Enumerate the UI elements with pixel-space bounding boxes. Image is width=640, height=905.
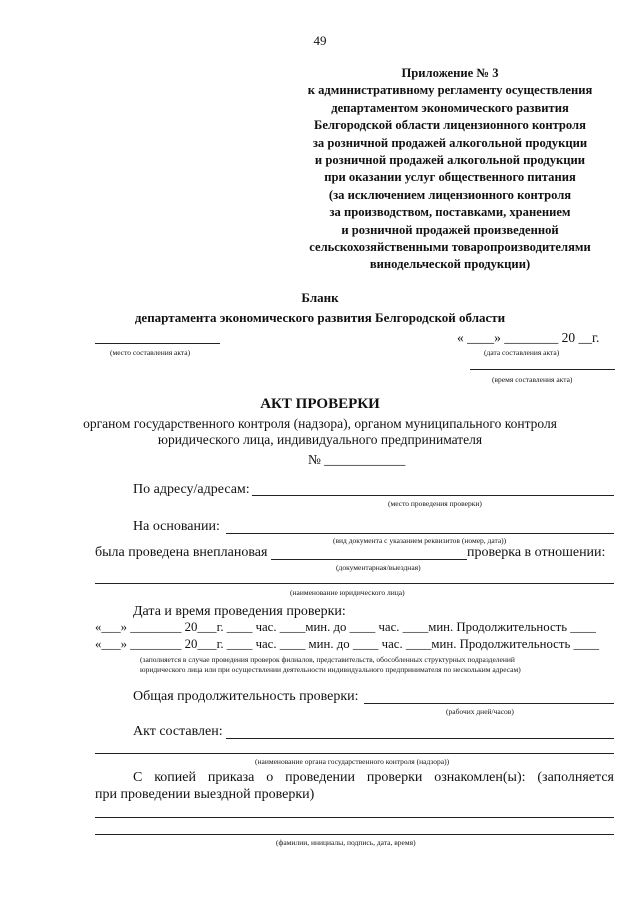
entity-line[interactable] [95,583,614,584]
duration-line[interactable] [364,703,614,704]
time-caption: (время составления акта) [492,375,573,384]
address-label: По адресу/адресам: [133,482,250,497]
act-subtitle-2: юридического лица, индивидуального предпринимателя [157,432,483,447]
datetime-row-2[interactable]: «___» ________ 20___г. ____ час. ____ мин. до ____ час. ____мин. Продолжительность ____ [95,637,600,651]
appendix-line: за розничной продажей алкогольной продукции [312,135,588,150]
unplanned-prefix: была проведена внеплановая [95,545,268,560]
copy-line-1: С копией приказа о проведении проверки ознакомлен(ы): (заполняется [133,770,614,785]
appendix-line: (за исключением лицензионного контроля [328,187,572,202]
basis-label: На основании: [133,519,220,534]
place-line[interactable] [95,343,220,344]
datetime-row-1[interactable]: «___» ________ 20___г. ____ час. ____мин. до ____ час. ____мин. Продолжительность ____ [95,620,596,634]
address-line[interactable] [252,495,614,496]
appendix-line: к административному регламенту осуществления [307,83,593,98]
appendix-line: Белгородской области лицензионного контроля [314,118,586,133]
basis-caption: (вид документа с указанием реквизитов (номер, дата)) [333,536,507,545]
appendix-line: Приложение № 3 [401,66,499,80]
appendix-line: и розничной продажей алкогольной продукции [314,153,586,168]
appendix-line: департаментом экономического развития [331,100,569,115]
copy-line-2: при проведении выездной проверки) [95,787,315,802]
address-caption: (место проведения проверки) [388,499,482,508]
datetime-label: Дата и время проведения проверки: [133,604,346,619]
compiled-line-2[interactable] [95,753,614,754]
act-number-field[interactable]: № ____________ [308,452,406,467]
page-number: 49 [313,33,327,48]
datetime-note-1: (заполняется в случае проведения проверок филиалов, представительств, обособленных структурных подразделений [140,655,515,664]
compiled-label: Акт составлен: [133,724,223,739]
signature-caption: (фамилии, инициалы, подпись, дата, время) [276,838,416,847]
appendix-line: сельскохозяйственными товаропроизводителями [309,240,591,255]
basis-line[interactable] [226,533,614,534]
act-date-field[interactable]: « ____» ________ 20 __г. [457,330,600,345]
appendix-line: за производством, поставками, хранением [329,205,571,220]
appendix-line: и розничной продажей произведенной [341,222,559,237]
unplanned-type-line[interactable] [271,559,467,560]
entity-caption: (наименование юридического лица) [290,588,405,597]
unplanned-suffix: проверка в отношении: [467,545,606,560]
duration-label: Общая продолжительность проверки: [133,689,359,704]
signature-line-1[interactable] [95,817,614,818]
blank-title: Бланк [301,290,339,305]
duration-caption: (рабочих дней/часов) [446,707,514,716]
act-subtitle-1: органом государственного контроля (надзора), органом муниципального контроля [83,416,557,431]
appendix-line: при оказании услуг общественного питания [324,170,576,185]
time-line[interactable] [470,369,615,370]
signature-line-2[interactable] [95,834,614,835]
datetime-note-2: юридического лица или при осуществлении деятельности индивидуального предпринимателя по нескольким адресам) [140,665,521,674]
act-title: АКТ ПРОВЕРКИ [260,396,380,412]
unplanned-caption: (документарная/выездная) [336,563,421,572]
appendix-line: винодельческой продукции) [369,257,531,272]
date-caption: (дата составления акта) [484,348,560,357]
blank-department: департамента экономического развития Белгородской области [134,310,506,325]
compiled-line-1[interactable] [226,738,614,739]
compiled-caption: (наименование органа государственного контроля (надзора)) [255,757,450,766]
place-caption: (место составления акта) [110,348,191,357]
appendix-header [270,65,630,274]
